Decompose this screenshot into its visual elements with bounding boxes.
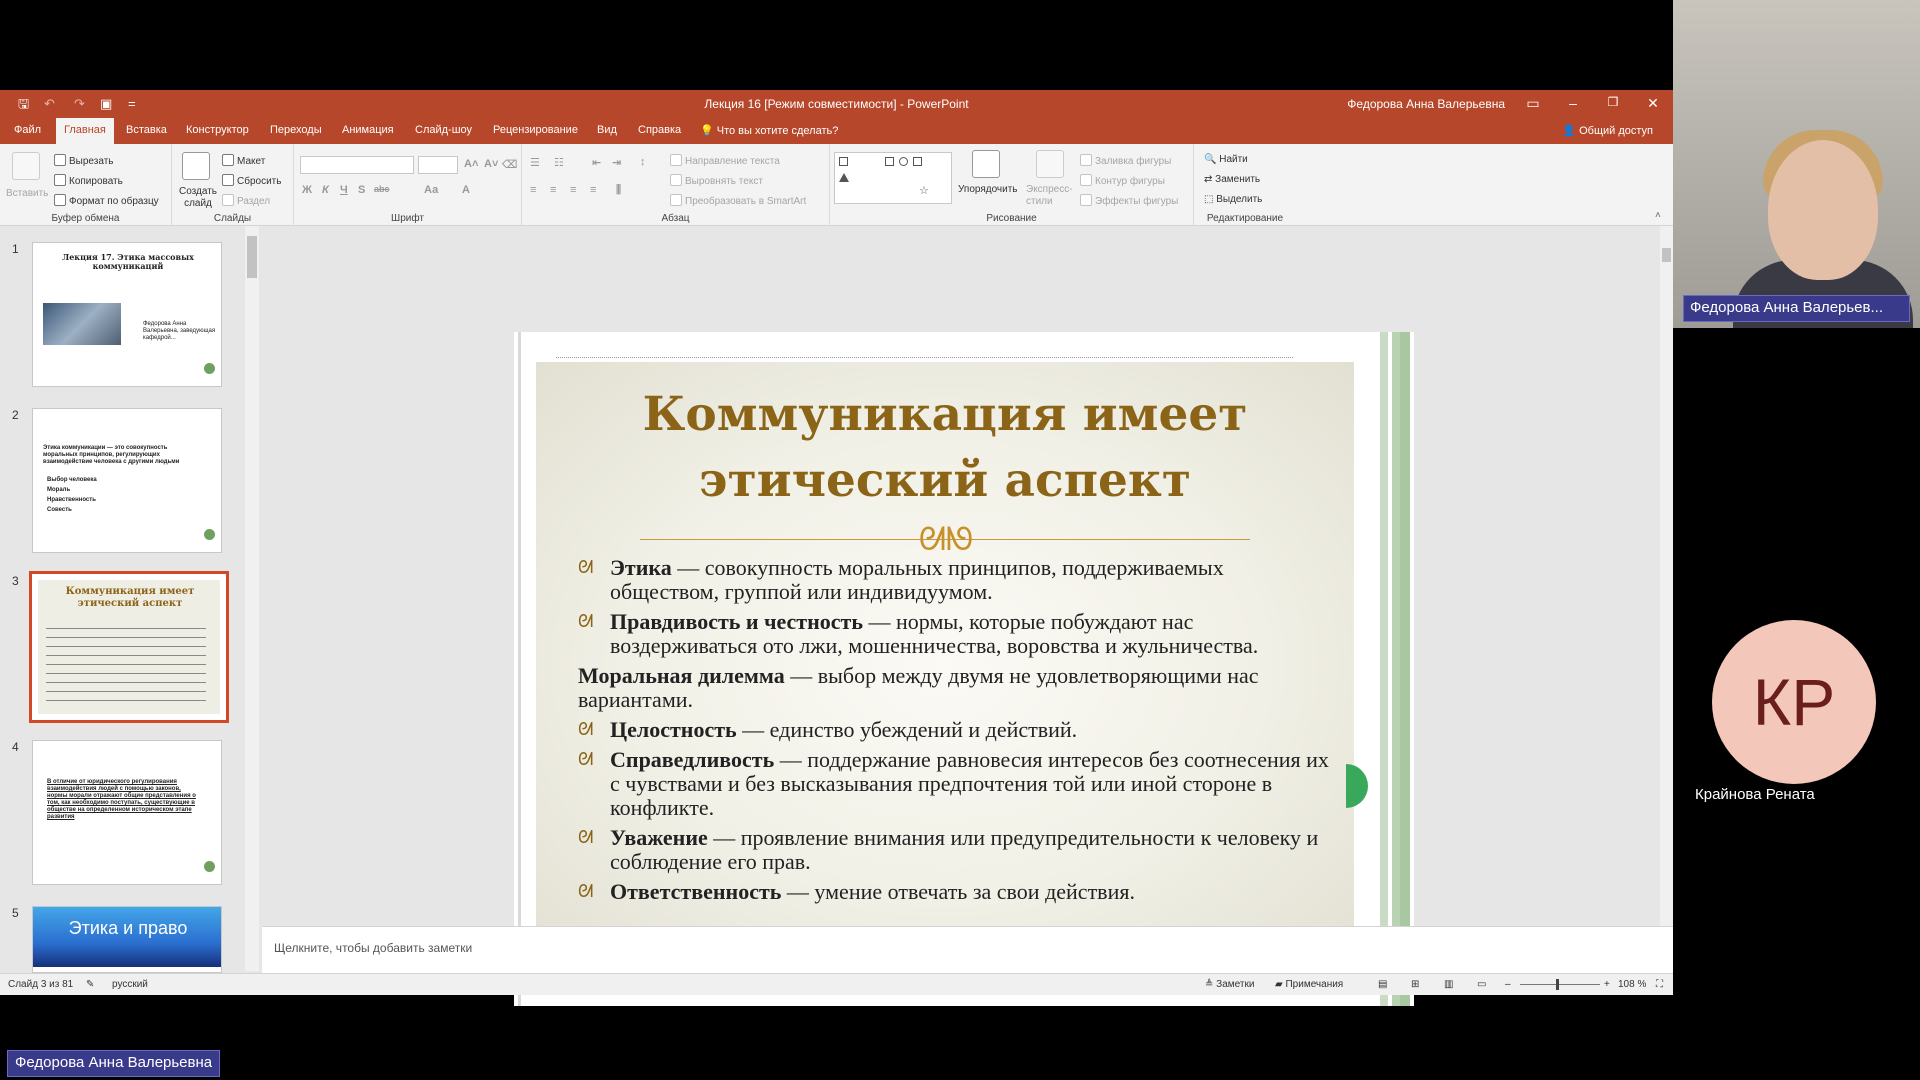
thumbnail-image [43,303,121,345]
bullet-term: Справедливость [610,747,775,772]
placeholder-dotted-border [556,357,1293,358]
text-direction-label: Направление текста [685,156,780,167]
scissors-icon [54,154,66,166]
slide-title-line-1: Коммуникация имеет [642,387,1248,442]
numbering-icon[interactable]: ☷ [554,157,564,169]
group-drawing [830,144,1194,226]
shape-triangle-icon[interactable] [839,173,849,182]
thumbnail-left-label: Различие [63,968,86,973]
copy-label: Копировать [69,176,123,187]
select-label: Выделить [1216,194,1263,205]
lightbulb-icon: 💡 [700,125,714,137]
line-spacing-icon[interactable]: ↕ [640,156,646,168]
content-panel [536,362,1354,968]
thumbnail-slide-2[interactable] [32,408,222,553]
cut-button[interactable] [54,154,113,167]
group-paragraph [522,144,830,226]
bullets-icon[interactable]: ☰ [530,157,540,169]
zoom-in-icon[interactable]: + [1604,979,1610,990]
title-bar [0,90,1673,118]
select-icon: ⬚ [1204,194,1214,205]
indent-icon[interactable]: ⇤ [592,157,602,169]
language-indicator[interactable]: русский [112,979,148,990]
slide-sorter-icon[interactable]: ⊞ [1411,979,1420,990]
group-label-paragraph: Абзац [661,213,690,224]
section-button[interactable] [222,194,270,207]
text-direction-icon [670,154,682,166]
group-label-editing: Редактирование [1206,213,1284,224]
find-label: Найти [1219,154,1248,165]
thumbnail-number: 3 [12,574,19,588]
bullet-swirl-icon: ᘛ [578,827,594,848]
slide-bullet-item [578,610,1338,658]
bullet-swirl-icon: ᘛ [578,749,594,770]
thumbnail-slide-3-selected[interactable] [29,571,229,723]
active-speaker-label: Федорова Анна Валерьевна [7,1050,220,1077]
thumbnail-slide-4[interactable] [32,740,222,885]
group-label-clipboard: Буфер обмена [51,213,120,224]
find-button[interactable] [1204,154,1248,165]
zoom-level[interactable]: 108 % [1618,979,1647,990]
bullet-term: Правдивость и честность [610,609,863,634]
new-slide-button[interactable]: Создать слайд [178,186,217,209]
reading-view-icon[interactable]: ▥ [1444,979,1454,990]
bullet-definition: — совокупность моральных принципов, поддерживаемых обществом, группой или индивидуумом. [610,555,1224,604]
section-icon [222,194,234,206]
shape-oval-icon[interactable] [899,157,908,166]
slide-bullet-item [578,826,1338,874]
align-text-label: Выровнять текст [685,176,763,187]
person-icon: 👤 [1562,125,1577,137]
thumbnail-dot [204,529,215,540]
ribbon-display-icon[interactable]: ▭ [1526,95,1540,111]
thumbnail-number: 2 [12,408,19,422]
thumbnail-subtitle: Федорова Анна Валерьевна, заведующая кафедрой... [143,321,216,341]
arrange-button[interactable]: Упорядочить [958,184,1018,195]
customize-qat-icon[interactable]: = [128,96,136,111]
underline-button[interactable]: Ч [340,184,348,196]
justify-icon[interactable]: ≡ [590,184,597,196]
slideshow-view-icon[interactable]: ▭ [1477,979,1487,990]
shape-effects-label: Эффекты фигуры [1095,196,1179,207]
layout-button[interactable] [222,154,265,167]
tab-home[interactable]: Главная [56,118,114,144]
align-text-icon [670,174,682,186]
zoom-out-icon[interactable]: – [1505,979,1511,990]
shape-fill-button[interactable] [1080,154,1171,167]
share-label: Общий доступ [1579,125,1653,137]
align-right-icon[interactable]: ≡ [570,184,577,196]
slide-bullet-item [578,556,1338,604]
thumbnail-slide-1[interactable] [32,242,222,387]
fit-to-window-icon[interactable]: ⛶ [1656,979,1663,990]
tell-me-box[interactable] [700,124,838,137]
tab-insert[interactable]: Вставка [126,124,167,136]
quick-styles-icon [1036,150,1064,178]
tab-review[interactable]: Рецензирование [493,124,578,136]
thumbnail-title: Этика и право [68,918,188,938]
bullet-term: Целостность [610,717,737,742]
collapse-ribbon-icon[interactable]: ˄ [1655,210,1661,221]
scrollbar-thumb[interactable] [1662,248,1671,262]
format-painter-label: Формат по образцу [69,196,159,207]
slide-bullet-item [578,718,1338,742]
ribbon [0,144,1673,226]
copy-icon [54,174,66,186]
thumbnail-title: Коммуникация имеет этический аспект [65,586,195,609]
canvas-vertical-scrollbar[interactable] [1660,226,1673,926]
ornament-glyph-icon: ᘛᘚ [918,520,974,558]
bullet-term: Этика [610,555,672,580]
bullet-swirl-icon: ᘛ [578,557,594,578]
notes-pane[interactable] [262,926,1673,973]
save-icon[interactable]: 🖫 [18,96,30,111]
bullet-swirl-icon: ᘛ [578,719,594,740]
strikethrough-button[interactable]: abc [374,184,390,194]
shape-fill-label: Заливка фигуры [1095,156,1172,167]
presenter-name-label: Федорова Анна Валерьев... [1683,295,1910,322]
grow-font-icon[interactable]: A˄ [464,158,479,170]
notes-toggle[interactable] [1205,979,1254,990]
slide-title-line-2: этический аспект [699,453,1191,508]
thumbnail-dot [204,363,215,374]
group-label-drawing: Рисование [986,213,1037,224]
paste-icon [12,152,40,180]
thumbnail-line: Этика коммуникации — это совокупность моральных принципов, регулирующих взаимодействие человека с другими людьми [43,445,180,465]
tab-file[interactable]: Файл [14,124,42,136]
presenter-face [1768,140,1878,280]
minimize-button[interactable]: – [1569,95,1577,111]
shrink-font-icon[interactable]: A˅ [484,158,499,170]
replace-button[interactable] [1204,174,1260,185]
smartart-label: Преобразовать в SmartArt [685,196,807,207]
bullet-definition: — умение отвечать за свои действия. [781,879,1135,904]
bullet-swirl-icon: ᘛ [578,611,594,632]
smartart-button[interactable] [670,194,806,207]
account-name[interactable]: Федорова Анна Валерьевна [1347,97,1505,111]
tell-me-text: Что вы хотите сделать? [716,125,839,137]
thumbnail-slide-5[interactable] [32,906,222,973]
align-center-icon[interactable]: ≡ [550,184,557,196]
align-left-icon[interactable]: ≡ [530,184,537,196]
presentation-icon[interactable]: ▣ [100,96,113,111]
zoom-slider-knob[interactable] [1556,979,1559,990]
slide-thumbnails-pane [0,226,262,973]
redo-icon[interactable]: ↷ [74,96,85,111]
brush-icon [54,194,66,206]
thumbnail-line: Выбор человека [47,477,97,483]
tab-help[interactable]: Справка [638,124,682,136]
scrollbar-thumb[interactable] [247,236,257,278]
group-label-slides: Слайды [213,213,252,224]
thumbnail-line: Нравственность [47,497,96,503]
shape-effects-button[interactable] [1080,194,1178,207]
comments-toggle[interactable] [1275,979,1343,990]
notes-icon: ≜ [1205,979,1214,990]
normal-view-icon[interactable]: ▤ [1378,979,1388,990]
thumbnail-line: Совесть [47,507,72,513]
replace-label: Заменить [1215,174,1261,185]
tab-transitions[interactable]: Переходы [270,124,322,136]
thumbnail-right-label: Сходство морали и права [137,968,197,973]
thumbnail-dot [204,861,215,872]
slide-bullet-item [578,664,1338,712]
magnifier-icon: 🔍 [1204,154,1217,165]
bullet-definition: — нормы, которые побуждают нас воздерживаться ото лжи, мошенничества, воровства и жульничества. [610,609,1259,658]
participant-name: Крайнова Рената [1695,786,1815,803]
bullet-definition: — выбор между двумя не удовлетворяющими нас вариантами. [578,663,1259,712]
replace-icon: ⇄ [1204,174,1213,185]
reset-button[interactable] [222,174,281,187]
section-label: Раздел [237,196,271,207]
shape-outline-button[interactable] [1080,174,1165,187]
arrange-icon [972,150,1000,178]
group-label-font: Шрифт [391,213,424,224]
thumbnail-title: Лекция 17. Этика массовых коммуникаций [62,252,194,271]
bullet-term: Ответственность [610,879,782,904]
format-painter-button[interactable] [54,194,159,207]
status-bar [0,973,1673,995]
outdent-icon[interactable]: ⇥ [612,157,622,169]
comment-icon: ▰ [1275,979,1283,990]
thumbnail-line: В отличие от юридического регулирования взаимодействия людей с помощью законов, нормы морали отражают общие представления о том, как необходимо поступать, существующие в обществе на определенном историческом этапе развития [47,779,196,820]
smartart-icon [670,194,682,206]
shadow-button[interactable]: S [358,184,366,196]
ribbon-tabs [0,118,1673,144]
tab-view[interactable]: Вид [597,124,617,136]
share-button[interactable] [1562,124,1653,137]
thumbnail-number: 5 [12,906,19,920]
columns-icon[interactable]: ⫼ [616,184,622,196]
group-slides [172,144,294,226]
group-editing [1194,144,1296,226]
align-text-button[interactable] [670,174,763,187]
bold-button[interactable]: Ж [302,184,312,196]
effects-icon [1080,194,1092,206]
window-title: Лекция 16 [Режим совместимости] - PowerPoint [704,97,969,111]
bullet-definition: — проявление внимания или предупредительности к человеку и соблюдение его прав. [610,825,1319,874]
slide-title[interactable] [536,382,1354,514]
text-direction-button[interactable] [670,154,780,167]
paste-button[interactable]: Вставить [6,188,49,199]
shape-star-icon[interactable]: ☆ [919,185,929,197]
shape-rectangle-icon[interactable] [885,157,894,166]
change-case-button[interactable]: Аа [424,184,439,196]
slide-body[interactable] [578,556,1338,910]
font-name-box[interactable] [300,156,414,174]
new-slide-icon [182,152,210,180]
thumbnail-number: 4 [12,740,19,754]
title-ornament [640,520,1250,558]
close-button[interactable]: ✕ [1647,95,1659,111]
slide-bullet-item [578,880,1338,904]
select-button[interactable] [1204,194,1262,205]
shape-textbox-icon[interactable] [839,157,848,166]
outline-icon [1080,174,1092,186]
quick-styles-button[interactable]: Экспресс-стили [1026,184,1073,207]
participant-avatar[interactable]: КР [1712,620,1876,784]
tab-animations[interactable]: Анимация [342,124,394,136]
italic-button[interactable]: К [322,184,329,196]
notes-toggle-label: Заметки [1216,979,1255,990]
thumbnail-number: 1 [12,242,19,256]
tab-slideshow[interactable]: Слайд-шоу [415,124,473,136]
reset-label: Сбросить [237,176,282,187]
shape-rect2-icon[interactable] [913,157,922,166]
font-color-icon[interactable]: A [462,184,470,196]
shapes-gallery[interactable] [834,152,952,204]
bullet-swirl-icon: ᘛ [578,881,594,902]
current-slide[interactable] [514,332,1414,1006]
clear-format-icon[interactable]: ⌫ [502,159,518,171]
presenter-video[interactable] [1673,0,1920,328]
copy-button[interactable] [54,174,123,187]
powerpoint-window [0,90,1673,995]
slide-right-stripes [1372,332,1410,1006]
bullet-term: Моральная дилемма [578,663,785,688]
comments-toggle-label: Примечания [1285,979,1344,990]
layout-label: Макет [237,156,266,167]
shape-outline-label: Контур фигуры [1095,176,1165,187]
thumbnails-scrollbar[interactable] [245,226,259,971]
bullet-definition: — поддержание равновесия интересов без соотнесения их с чувствами и без высказывания предпочтения той или иной стороне в конфликте. [610,747,1329,820]
font-size-box[interactable] [418,156,458,174]
thumbnail-line: Мораль [47,487,71,493]
notes-placeholder: Щелкните, чтобы добавить заметки [274,941,473,955]
cut-label: Вырезать [69,156,114,167]
spellcheck-icon[interactable]: ✎ [86,979,95,990]
slide-bullet-item [578,748,1338,820]
reset-icon [222,174,234,186]
thumbnail-text-lines [46,624,206,704]
bullet-definition: — единство убеждений и действий. [736,717,1078,742]
fill-icon [1080,154,1092,166]
slide-left-edge [518,332,521,1006]
bullet-term: Уважение [610,825,708,850]
group-font [294,144,522,226]
slide-counter: Слайд 3 из 81 [8,979,74,990]
tab-design[interactable]: Конструктор [186,124,249,136]
zoom-slider-track[interactable] [1520,984,1600,985]
restore-button[interactable]: ❐ [1607,95,1619,109]
undo-icon[interactable]: ↶ [44,96,55,111]
group-clipboard [0,144,172,226]
layout-icon [222,154,234,166]
